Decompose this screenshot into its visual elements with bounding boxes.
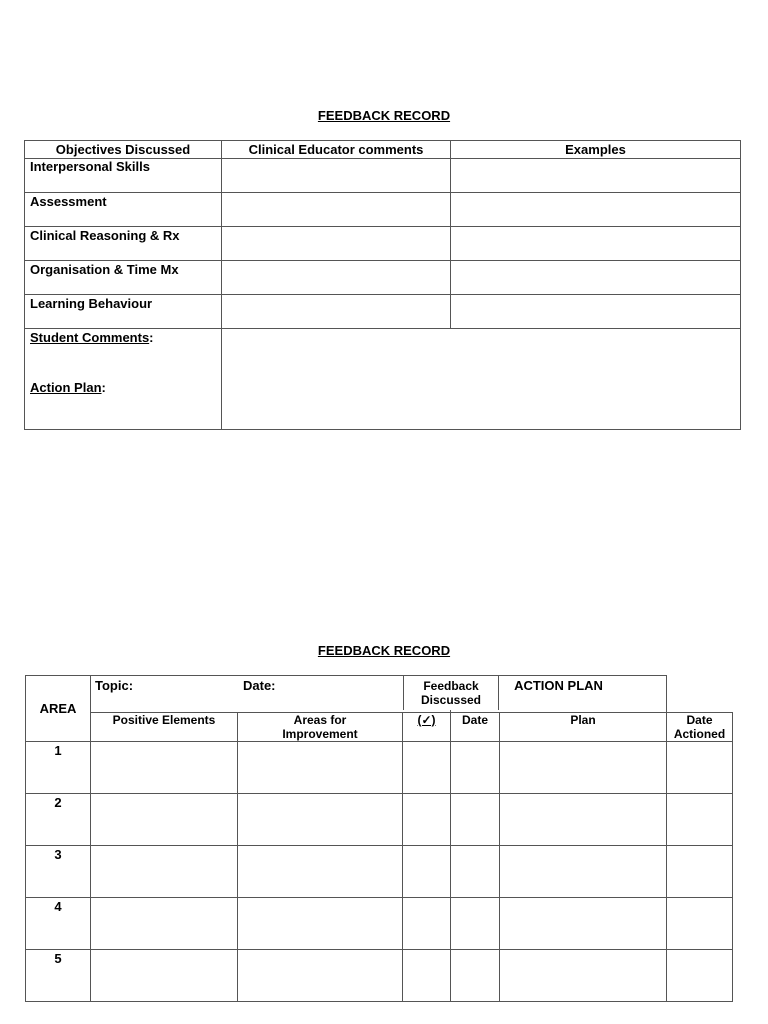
date-cell[interactable] (451, 794, 500, 846)
areas-improvement-cell[interactable] (238, 846, 403, 898)
date-cell[interactable] (451, 846, 500, 898)
positive-elements-header: Positive Elements (91, 713, 238, 742)
action-plan-label: Action Plan (30, 380, 102, 395)
objective-label: Learning Behaviour (25, 295, 222, 329)
student-comments-label-cell: Student Comments: Action Plan: (25, 329, 222, 430)
area-header: AREA (26, 676, 91, 742)
positive-elements-cell[interactable] (91, 794, 238, 846)
table-row (25, 159, 741, 193)
feedback-discussed-header: Feedback Discussed (403, 676, 499, 710)
example-cell[interactable] (451, 159, 741, 193)
plan-cell[interactable] (500, 794, 667, 846)
date-cell[interactable] (451, 742, 500, 794)
example-cell[interactable] (451, 193, 741, 227)
objective-label: Organisation & Time Mx (25, 261, 222, 295)
objective-label: Assessment (25, 193, 222, 227)
comment-cell[interactable] (222, 295, 451, 329)
example-cell[interactable] (451, 227, 741, 261)
action-plan-header: ACTION PLAN (451, 676, 667, 713)
table-row (25, 227, 741, 261)
feedback-record-title-1: FEEDBACK RECORD (317, 108, 451, 123)
checkmark-cell[interactable] (403, 898, 451, 950)
table-row (25, 295, 741, 329)
positive-elements-cell[interactable] (91, 742, 238, 794)
table-row (26, 794, 733, 846)
positive-elements-cell[interactable] (91, 950, 238, 1002)
table-row (26, 898, 733, 950)
area-number: 2 (26, 794, 91, 846)
objective-label: Interpersonal Skills (25, 159, 222, 193)
area-number: 4 (26, 898, 91, 950)
example-cell[interactable] (451, 295, 741, 329)
checkmark-cell[interactable] (403, 742, 451, 794)
table-row (26, 950, 733, 1002)
date-header: Date (451, 713, 500, 742)
comment-cell[interactable] (222, 159, 451, 193)
plan-header: Plan (500, 713, 667, 742)
plan-cell[interactable] (500, 898, 667, 950)
areas-improvement-cell[interactable] (238, 742, 403, 794)
header-row-1 (26, 676, 733, 713)
date-actioned-cell[interactable] (667, 742, 733, 794)
action-plan-table (25, 675, 733, 1002)
student-comments-row (25, 329, 741, 430)
comment-cell[interactable] (222, 227, 451, 261)
example-cell[interactable] (451, 261, 741, 295)
date-actioned-cell[interactable] (667, 950, 733, 1002)
date-cell[interactable] (451, 898, 500, 950)
objectives-header-row (25, 141, 741, 159)
date-actioned-cell[interactable] (667, 846, 733, 898)
student-comments-field[interactable] (222, 329, 741, 430)
comment-cell[interactable] (222, 193, 451, 227)
header-objectives-discussed: Objectives Discussed (25, 141, 222, 159)
objectives-table (24, 140, 741, 430)
checkmark-header: (✓) (403, 713, 451, 742)
areas-improvement-cell[interactable] (238, 898, 403, 950)
plan-cell[interactable] (500, 950, 667, 1002)
table-row (25, 193, 741, 227)
checkmark-cell[interactable] (403, 794, 451, 846)
checkmark-cell[interactable] (403, 950, 451, 1002)
student-comments-label: Student Comments (30, 330, 150, 345)
date-actioned-header: Date Actioned (667, 713, 733, 742)
date-cell[interactable] (451, 950, 500, 1002)
objective-label: Clinical Reasoning & Rx (25, 227, 222, 261)
table-row (26, 742, 733, 794)
feedback-record-title-2: FEEDBACK RECORD (317, 643, 451, 658)
table-row (25, 261, 741, 295)
plan-cell[interactable] (500, 742, 667, 794)
table-row (26, 846, 733, 898)
area-number: 3 (26, 846, 91, 898)
date-actioned-cell[interactable] (667, 794, 733, 846)
header-row-2 (26, 713, 733, 742)
area-number: 1 (26, 742, 91, 794)
areas-improvement-cell[interactable] (238, 950, 403, 1002)
header-clinical-educator-comments: Clinical Educator comments (222, 141, 451, 159)
topic-date-header (91, 676, 451, 713)
date-actioned-cell[interactable] (667, 898, 733, 950)
topic-label: Topic: (95, 678, 134, 693)
date-label: Date: (243, 678, 276, 693)
areas-improvement-header: Areas for Improvement (238, 713, 403, 742)
positive-elements-cell[interactable] (91, 846, 238, 898)
plan-cell[interactable] (500, 846, 667, 898)
areas-improvement-cell[interactable] (238, 794, 403, 846)
checkmark-cell[interactable] (403, 846, 451, 898)
comment-cell[interactable] (222, 261, 451, 295)
positive-elements-cell[interactable] (91, 898, 238, 950)
header-examples: Examples (451, 141, 741, 159)
area-number: 5 (26, 950, 91, 1002)
